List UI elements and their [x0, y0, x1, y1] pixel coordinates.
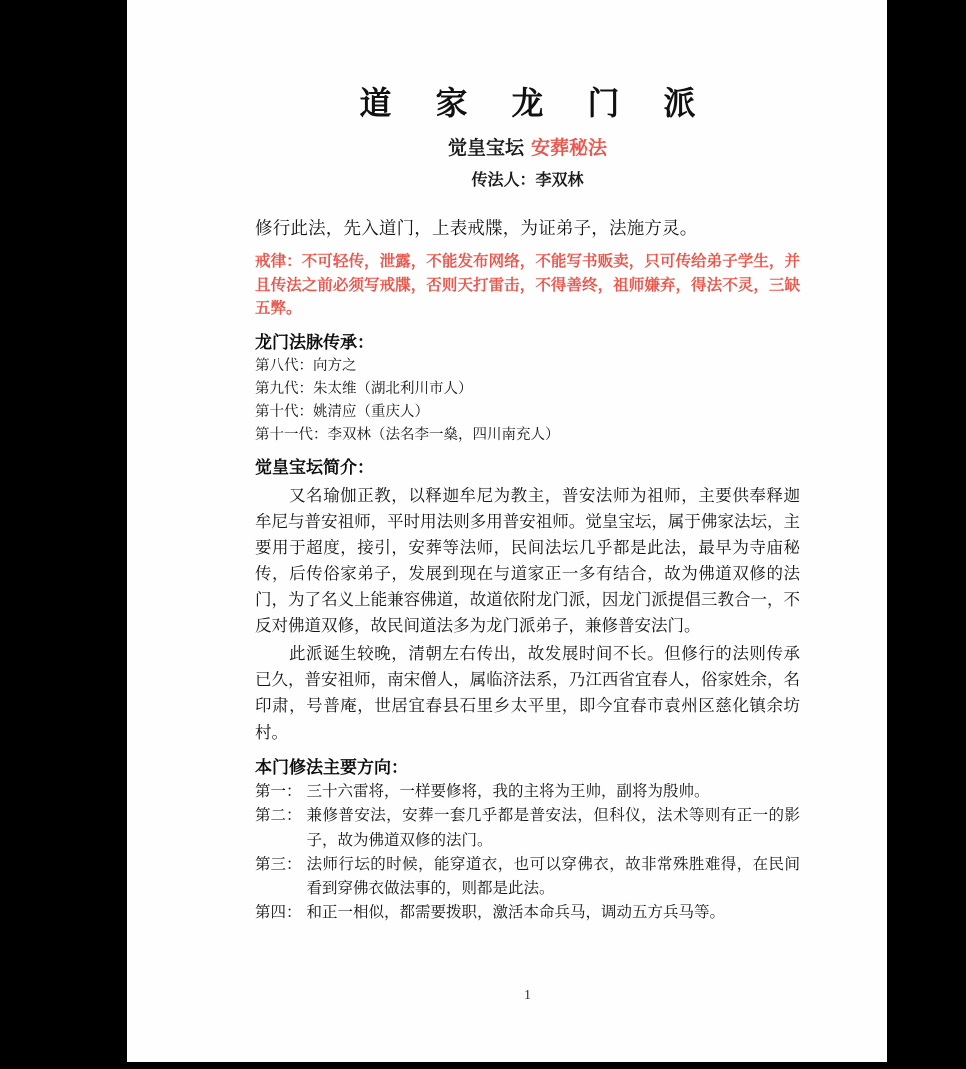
list-item	[255, 804, 800, 852]
lineage-generation-label: 第九代：	[255, 381, 313, 398]
introduction-paragraph-1: 又名瑜伽正教，以释迦牟尼为教主，普安法师为祖师，主要供奉释迦牟尼与普安祖师，平时用法则多用普安祖师。觉皇宝坛，属于佛家法坛，主要用于超度，接引，安葬等法师，民间法坛几乎都是此法，最早为寺庙秘传，后传俗家弟子，发展到现在与道家正一多有结合，故为佛道双修的法门，为了名义上能兼容佛道，故道依附龙门派，因龙门派提倡三教合一，不反对佛道双修，故民间道法多为龙门派弟子，兼修普安法门。	[255, 485, 800, 636]
direction-number-label: 第三：	[255, 855, 302, 873]
lineage-heading: 龙门法脉传承：	[255, 332, 374, 352]
lineage-person-name: 向方之	[313, 358, 357, 375]
precepts-warning-text: 戒律：不可轻传，泄露，不能发布网络，不能写书贩卖，只可传给弟子学生，并且传法之前必须写戒牒，否则天打雷击，不得善终，祖师嫌弃，得法不灵，三缺五弊。	[255, 253, 800, 318]
lineage-generation-label: 第十代：	[255, 403, 313, 420]
page-title: 道 家 龙 门 派	[359, 85, 714, 121]
list-item	[255, 780, 800, 804]
lineage-generation-label: 第十一代：	[255, 426, 328, 443]
list-item	[255, 401, 800, 424]
list-item	[255, 355, 800, 378]
introduction-heading: 觉皇宝坛简介：	[255, 458, 374, 478]
lineage-person-name: 朱太维（湖北利川市人）	[313, 381, 473, 398]
lineage-generation-label: 第八代：	[255, 358, 313, 375]
subtitle-altar-name: 觉皇宝坛	[447, 138, 524, 160]
direction-number-label: 第四：	[255, 904, 302, 922]
document-page	[127, 0, 887, 1062]
introduction-paragraph-2: 此派诞生较晚，清朝左右传出，故发展时间不长。但修行的法则传承已久，普安祖师，南宋僧人，属临济法系，乃江西省宜春人，俗家姓余，名印肃，号普庵，世居宜春县石里乡太平里，即今宜春市袁州区慈化镇余坊村。	[255, 644, 800, 742]
direction-text: 兼修普安法，安葬一套几乎都是普安法，但科仪，法术等则有正一的影子，故为佛道双修的法门。	[306, 807, 800, 849]
directions-heading: 本门修法主要方向：	[255, 757, 408, 777]
direction-number-label: 第一：	[255, 783, 302, 801]
direction-text: 三十六雷将，一样要修将，我的主将为王帅，副将为殷帅。	[306, 783, 710, 801]
direction-number-label: 第二：	[255, 807, 302, 825]
transmitter-line: 传法人：李双林	[471, 171, 584, 189]
list-item	[255, 853, 800, 901]
direction-text: 和正一相似，都需要拨职，激活本命兵马，调动五方兵马等。	[306, 904, 726, 922]
lineage-person-name: 姚清应（重庆人）	[313, 403, 429, 420]
directions-list	[255, 780, 800, 925]
list-item	[255, 424, 800, 447]
list-item	[255, 378, 800, 401]
lineage-list	[255, 355, 800, 446]
intro-line: 修行此法，先入道门，上表戒牒，为证弟子，法施方灵。	[255, 218, 698, 239]
lineage-person-name: 李双林（法名李一燊，四川南充人）	[327, 426, 560, 443]
direction-text: 法师行坛的时候，能穿道衣，也可以穿佛衣，故非常殊胜难得，在民间看到穿佛衣做法事的，则都是此法。	[306, 855, 800, 897]
page-number: 1	[524, 988, 531, 1003]
list-item	[255, 901, 800, 925]
page-content-column	[255, 0, 800, 1062]
subtitle-rite-name: 安葬秘法	[531, 138, 608, 160]
subtitle	[255, 121, 800, 161]
